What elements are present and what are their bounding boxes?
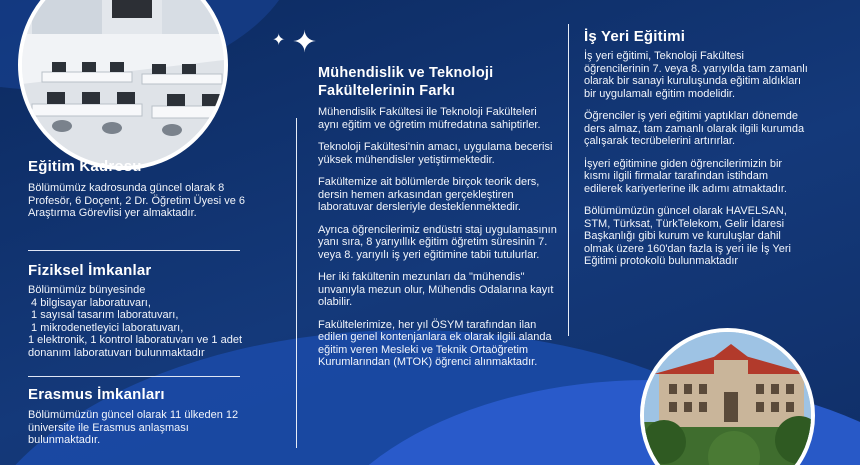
middle-paragraph: Ayrıca öğrencilerimiz endüstri staj uygulamasının yanı sıra, 8 yarıyıllık eğitim öğretim süresinin 7. veya 8. yarıyılı iş yeri eğitimine tabii tutulurlar. — [318, 223, 557, 261]
fiziksel-imkanlar-title: Fiziksel İmkanlar — [28, 262, 152, 279]
fiziksel-line: 1 sayısal tasarım laboratuvarı, — [28, 309, 179, 321]
erasmus-text: Bölümümüzün güncel olarak 11 ülkeden 12 üniversite ile Erasmus anlaşması bulunmaktadır. — [28, 409, 239, 446]
divider — [28, 250, 240, 251]
fiziksel-line: Bölümümüz bünyesinde — [28, 284, 146, 296]
middle-paragraph: Teknoloji Fakültesi'nin amacı, uygulama becerisi yüksek mühendisler yetiştirmektedir. — [318, 141, 553, 166]
right-paragraph: İş yeri eğitimi, Teknoloji Fakültesi öğrencilerinin 7. veya 8. yarıyılda tam zamanlı olarak bir sanayi kuruluşunda eğitim aldıkları bir uygulamalı eğitim modelidir. — [584, 50, 808, 100]
erasmus-section — [28, 386, 253, 447]
sparkle-icon: ✦ — [272, 32, 286, 49]
fiziksel-line: 1 mikrodenetleyici laboratuvarı, — [28, 321, 184, 334]
fiziksel-line: 1 elektronik, 1 kontrol laboratuvarı ve 1 adet donanım laboratuvarı bulunmaktadır — [28, 334, 243, 359]
right-paragraph: Öğrenciler iş yeri eğitimi yaptıkları dönemde ders almaz, tam zamanlı olarak ilgili kurumda çalışarak tecrübelerini artırırlar. — [584, 110, 805, 147]
divider — [28, 376, 240, 377]
vertical-divider — [296, 118, 297, 448]
fiziksel-imkanlar-section — [28, 262, 253, 359]
egitim-kadrosu-text: Bölümümüz kadrosunda güncel olarak 8 Profesör, 6 Doçent, 2 Dr. Öğretim Üyesi ve 6 Araştırma Görevlisi yer almaktadır. — [28, 182, 246, 219]
vertical-divider — [568, 24, 569, 336]
middle-paragraph: Fakültemize ait bölümlerde birçok teorik ders, dersin hemen arkasından gerçekleştiren laboratuvar dersleriyle desteklenmektedir. — [318, 176, 540, 213]
right-paragraph: İşyeri eğitimine giden öğrencilerimizin bir kısmı ilgili firmalar tarafından istihdam edilerek kariyerlerine ilk adımı atmaktadır. — [584, 157, 787, 195]
middle-column — [318, 64, 558, 369]
right-column — [584, 28, 809, 268]
right-paragraph: Bölümümüzün güncel olarak HAVELSAN, STM, Türksat, TürkTelekom, Gelir İdaresi Başkanlığı gibi kurum ve kuruluşlar dahil olmak üzere 160'dan fazla iş yeri ile İş Yeri Eğitimi protokolü bulunmaktadır — [584, 205, 791, 267]
middle-paragraph: Her iki fakültenin mezunları da "mühendis" unvanıyla mezun olur, Mühendis Odalarına kayıt olabilir. — [318, 271, 554, 308]
fiziksel-line: 4 bilgisayar laboratuvarı, — [28, 296, 151, 309]
erasmus-title: Erasmus İmkanları — [28, 386, 165, 403]
egitim-kadrosu-section — [28, 158, 253, 220]
egitim-kadrosu-title: Eğitim Kadrosu — [28, 158, 142, 175]
middle-title: Mühendislik ve Teknoloji Fakültelerinin Farkı — [318, 65, 494, 99]
sparkle-icon: ✦ — [292, 26, 318, 59]
is-yeri-egitimi-title: İş Yeri Eğitimi — [584, 28, 686, 45]
middle-paragraph: Fakültelerimize, her yıl ÖSYM tarafından ilan edilen genel kontenjanlara ek olarak ilgili alanda eğitim veren Mesleki ve Teknik Ortaöğretim Kurumlarından (MTOK) öğrenci alınmaktadır. — [318, 318, 552, 368]
middle-paragraph: Mühendislik Fakültesi ile Teknoloji Fakülteleri aynı eğitim ve öğretim müfredatına sahiptirler. — [318, 106, 541, 131]
